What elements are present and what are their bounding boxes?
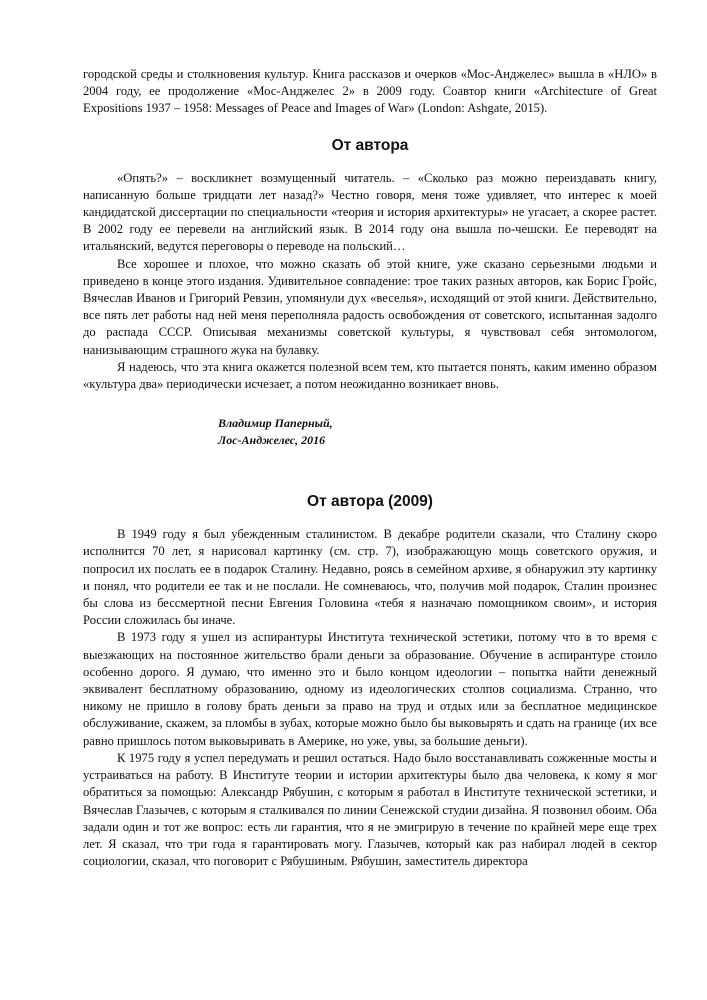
section-1-paragraph-1: «Опять?» – воскликнет возмущенный читатель. – «Сколько раз можно переиздавать книгу, написанную больше тридцати лет назад?» Честно говоря, меня тоже удивляет, что интерес к моей кандидатской диссертации по специальности «теория и история архитектуры» не угасает, а скорее растет. В 2002 году ее перевели на английский язык. В 2014 году она вышла по-чешски. Ее переводят на итальянский, ведутся переговоры о переводе на польский…	[83, 170, 657, 254]
section-1-paragraph-2: Все хорошее и плохое, что можно сказать об этой книге, уже сказано серьезными людьми и приведено в конце этого издания. Удивительное совпадение: трое таких разных авторов, как Борис Гройс, Вячеслав Иванов и Григорий Ревзин, упомянули дух «веселья», исходящий от этой книги. Действительно, все пять лет работы над ней меня переполняла радость освобождения от советского, испытанная задолго до распада СССР. Описывая механизмы советской культуры, я чувствовал себя энтомологом, нанизывающим страшного жука на булавку.	[83, 256, 657, 357]
section-1-paragraph-3: Я надеюсь, что эта книга окажется полезной всем тем, кто пытается понять, каким именно образом «культура два» периодически исчезает, а потом неожиданно возникает вновь.	[83, 359, 657, 392]
section-2-paragraph-1: В 1949 году я был убежденным сталинистом. В декабре родители сказали, что Сталину скоро исполнится 70 лет, я нарисовал картинку (см. стр. 7), изображающую мощь советского оружия, и попросил их послать ее в подарок Сталину. Недавно, роясь в семейном архиве, я обнаружил эту картинку и понял, что родители ее так и не послали. Не сомневаюсь, что, получив мой подарок, Сталин произнес бы слова из бессмертной песни Евгения Головина «тебя я назначаю помощником своим», и история России сложилась бы иначе.	[83, 527, 657, 628]
signature-name: Владимир Паперный,	[218, 416, 333, 431]
signature-place-date: Лос-Анджелес, 2016	[218, 433, 326, 448]
intro-paragraph: городской среды и столкновения культур. Книга рассказов и очерков «Мос-Анджелес» вышла в «НЛО» в 2004 году, ее продолжение «Мос-Анджелес 2» в 2009 году. Соавтор книги «Architecture of Great Expositions 1937 – 1958: Messages of Peace and Images of War» (London: Ashgate, 2015).	[83, 67, 657, 116]
section-heading-from-author: От автора	[331, 136, 409, 154]
author-signature	[218, 415, 657, 449]
section-2-paragraph-2: В 1973 году я ушел из аспирантуры Института технической эстетики, потому что в то время с выезжающих на постоянное жительство брали деньги за образование. Обучение в аспирантуре стоило особенно дорого. Я думаю, что именно это и было концом идеологии – попытка найти денежный эквивалент бесплатному образованию, одному из идеологических столпов социализма. Странно, что никому не пришло в голову брать деньги за право на труд и отдых или за бесплатное медицинское обслуживание, скажем, за пломбы в зубах, которые можно было бы выковырять и сдать на границе (их все равно пришлось потом выковыривать в Америке, но уже, увы, за большие деньги).	[83, 630, 657, 748]
section-heading-from-author-2009: От автора (2009)	[307, 493, 433, 511]
section-2-paragraph-3: К 1975 году я успел передумать и решил остаться. Надо было восстанавливать сожженные мосты и устраиваться на работу. В Институте теории и истории архитектуры было два человека, к кому я мог обратиться за помощью: Александр Рябушин, с которым я работал в Институте технической эстетики, и Вячеслав Глазычев, с которым я сталкивался по линии Сенежской студии дизайна. Я позвонил обоим. Оба задали один и тот же вопрос: есть ли гарантия, что я не эмигрирую в течение по крайней мере еще трех лет. Я сказал, что три года я гарантировать могу. Глазычев, который как раз набирал людей в сектор социологии, сказал, что поговорит с Рябушиным. Рябушин, заместитель директора	[83, 750, 657, 869]
document-page	[83, 66, 657, 870]
